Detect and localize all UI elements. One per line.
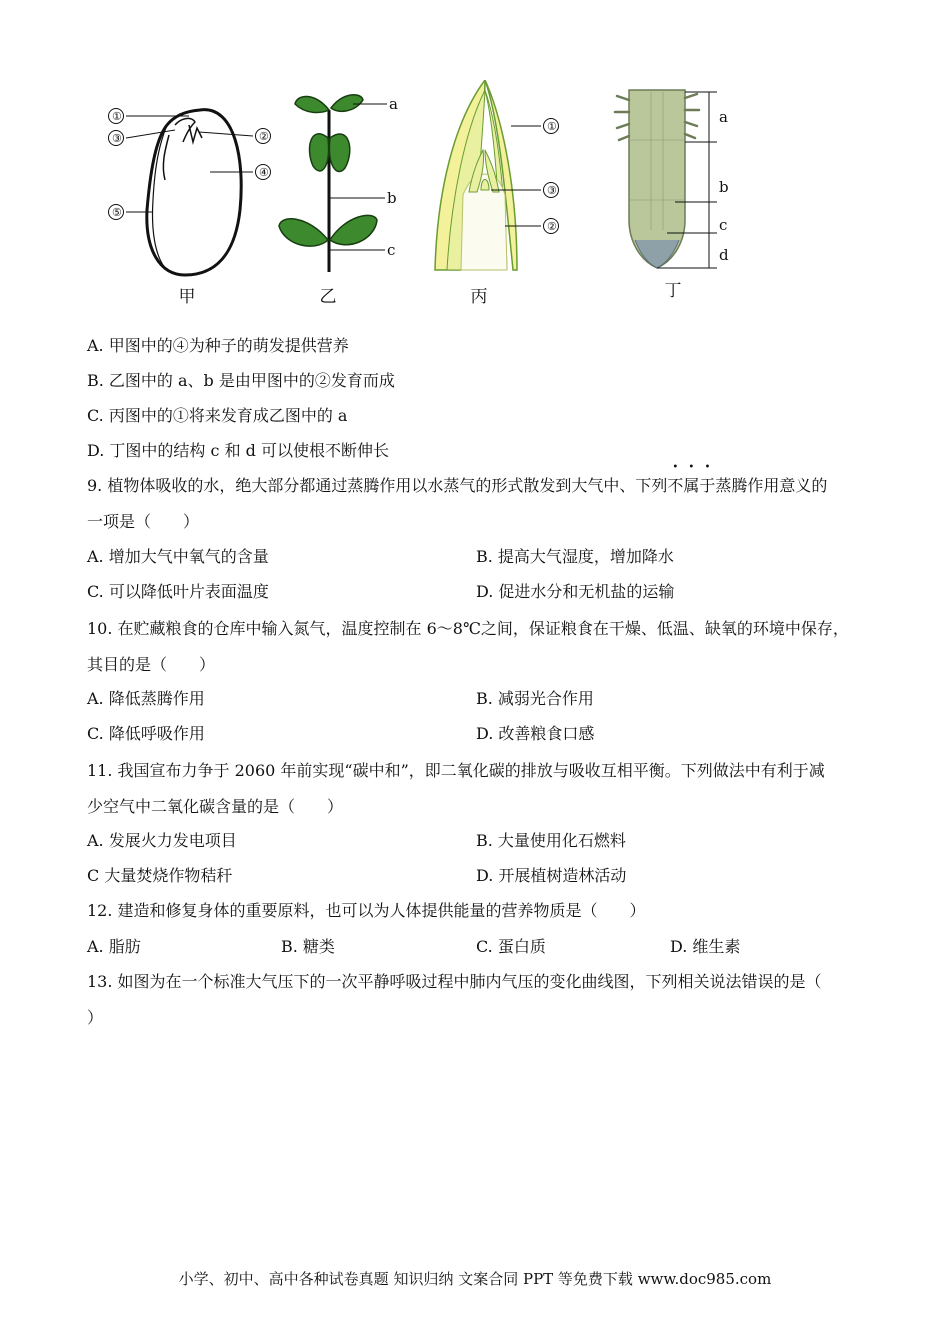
bing-label-1: ①	[547, 120, 557, 133]
q9-emphasis-char-3: 于	[699, 476, 716, 495]
bud-diagram	[425, 80, 575, 290]
q9-option-a: A. 增加大气中氧气的含量	[87, 547, 269, 566]
bing-label-3: ③	[547, 184, 557, 197]
q9-option-c: C. 可以降低叶片表面温度	[87, 582, 269, 601]
q9-emphasis-char-1: 不	[667, 476, 684, 495]
q13-stem-line1: 13. 如图为在一个标准大气压下的一次平静呼吸过程中肺内气压的变化曲线图，下列相关说法错误的是（	[87, 972, 822, 991]
q9-stem-line2: 一项是（ ）	[87, 512, 200, 531]
q12-option-c: C. 蛋白质	[476, 937, 546, 956]
q9-option-b: B. 提高大气湿度，增加降水	[476, 547, 674, 566]
figure-ding-caption: 丁	[664, 281, 682, 301]
ding-label-c: c	[719, 216, 728, 234]
ding-label-b: b	[719, 178, 729, 196]
q8-option-b: B. 乙图中的 a、b 是由甲图中的②发育而成	[87, 371, 395, 390]
bing-label-2: ②	[547, 220, 557, 233]
q10-option-d: D. 改善粮食口感	[476, 724, 595, 743]
jia-label-4: ④	[259, 166, 269, 179]
figure-bing-caption: 丙	[470, 287, 488, 307]
seedling-diagram	[275, 80, 410, 290]
ding-label-a: a	[719, 108, 728, 126]
q8-option-c: C. 丙图中的①将来发育成乙图中的 a	[87, 406, 348, 425]
q9-stem-line1	[87, 476, 827, 496]
yi-label-a: a	[389, 95, 398, 113]
q9-stem-pre: 9. 植物体吸收的水，绝大部分都通过蒸腾作用以水蒸气的形式散发到大气中、下列	[87, 476, 668, 495]
jia-label-5: ⑤	[112, 206, 122, 219]
figure-yi-caption: 乙	[319, 287, 337, 307]
page-footer: 小学、初中、高中各种试卷真题 知识归纳 文案合同 PPT 等免费下载 www.doc985.com	[178, 1270, 772, 1288]
q9-stem-post: 蒸腾作用意义的	[715, 476, 828, 495]
jia-label-3: ③	[112, 132, 122, 145]
yi-label-c: c	[387, 241, 396, 259]
q10-stem-line1: 10. 在贮藏粮食的仓库中输入氮气，温度控制在 6～8℃之间，保证粮食在干燥、低温、缺氧的环境中保存，	[87, 619, 849, 638]
q11-stem-line1: 11. 我国宣布力争于 2060 年前实现“碳中和”，即二氧化碳的排放与吸收互相平衡。下列做法中有利于减	[87, 761, 825, 780]
q10-option-c: C. 降低呼吸作用	[87, 724, 205, 743]
figure-yi-seedling	[275, 80, 410, 310]
q11-option-a: A. 发展火力发电项目	[87, 831, 237, 850]
figure-jia-caption: 甲	[178, 287, 196, 307]
q10-stem-line2: 其目的是（ ）	[87, 655, 216, 674]
ding-label-d: d	[719, 246, 729, 264]
figure-bing-bud	[425, 80, 575, 310]
figure-row	[95, 80, 775, 310]
q11-option-b: B. 大量使用化石燃料	[476, 831, 626, 850]
figure-ding-roottip	[605, 80, 755, 310]
q11-option-d: D. 开展植树造林活动	[476, 866, 627, 885]
q10-option-b: B. 减弱光合作用	[476, 689, 594, 708]
q11-option-c: C 大量焚烧作物秸秆	[87, 866, 233, 885]
q11-stem-line2: 少空气中二氧化碳含量的是（ ）	[87, 797, 344, 816]
q12-stem: 12. 建造和修复身体的重要原料，也可以为人体提供能量的营养物质是（ ）	[87, 901, 646, 920]
q12-option-d: D. 维生素	[670, 937, 741, 956]
seed-diagram	[95, 80, 285, 290]
jia-label-1: ①	[112, 110, 122, 123]
yi-label-b: b	[387, 189, 397, 207]
q13-stem-line2: ）	[87, 1008, 104, 1027]
q10-option-a: A. 降低蒸腾作用	[87, 689, 205, 708]
figure-jia-seed	[95, 80, 285, 310]
q9-option-d: D. 促进水分和无机盐的运输	[476, 582, 675, 601]
q8-option-d: D. 丁图中的结构 c 和 d 可以使根不断伸长	[87, 441, 389, 460]
jia-label-2: ②	[259, 130, 269, 143]
q12-option-b: B. 糖类	[281, 937, 335, 956]
q8-option-a: A. 甲图中的④为种子的萌发提供营养	[87, 336, 349, 355]
root-tip-diagram	[605, 80, 755, 290]
q12-option-a: A. 脂肪	[87, 937, 141, 956]
q9-emphasis-char-2: 属	[683, 476, 700, 495]
